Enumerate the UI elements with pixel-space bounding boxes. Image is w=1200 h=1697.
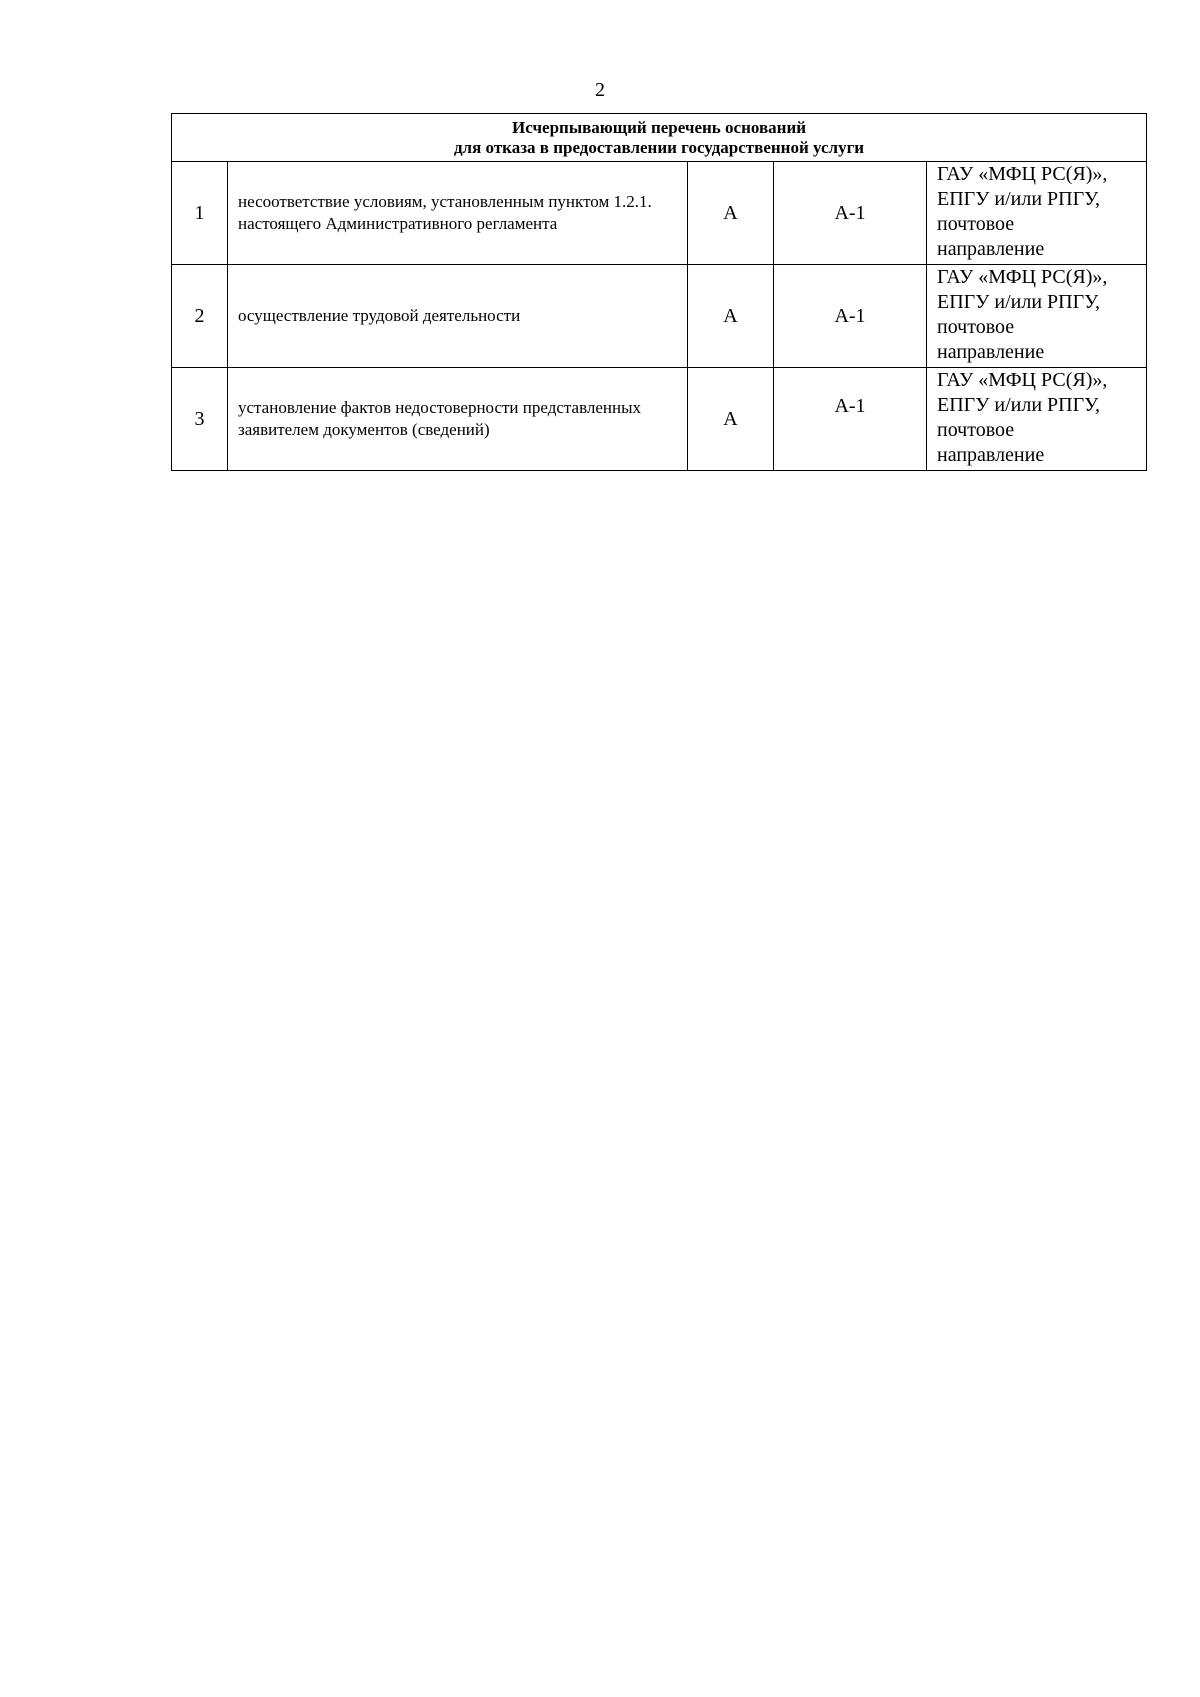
code-a: А [688,368,774,471]
ground-text: несоответствие условиям, установленным пунктом 1.2.1. настоящего Административного регламента [228,162,688,265]
code-a: А [688,265,774,368]
row-number: 3 [172,368,228,471]
channel-line: направление [937,238,1045,260]
channel-line: ГАУ «МФЦ РС(Я)», [937,163,1108,185]
table-row [172,162,1147,265]
channel-line: ЕПГУ и/или РПГУ, [937,291,1101,313]
ground-text: установление фактов недостоверности представленных заявителем документов (сведений) [228,368,688,471]
code-a1-text: А-1 [834,394,866,417]
submission-channel [927,368,1147,471]
code-a: А [688,162,774,265]
channel-line: почтовое [937,316,1015,338]
channel-line: направление [937,341,1045,363]
table-title-row [172,114,1147,162]
refusal-grounds-table [171,113,1147,471]
table-title [172,114,1147,162]
channel-line: ГАУ «МФЦ РС(Я)», [937,369,1108,391]
channel-line: почтовое [937,213,1015,235]
table-title-line-1: Исчерпывающий перечень оснований [512,117,807,137]
table-row [172,265,1147,368]
ground-text: осуществление трудовой деятельности [228,265,688,368]
submission-channel [927,162,1147,265]
channel-line: направление [937,444,1045,466]
code-a1 [774,368,927,471]
table-title-line-2: для отказа в предоставлении государственной услуги [453,137,865,157]
submission-channel [927,265,1147,368]
row-number: 1 [172,162,228,265]
code-a1: А-1 [774,162,927,265]
table-row [172,368,1147,471]
channel-line: ЕПГУ и/или РПГУ, [937,188,1101,210]
code-a1: А-1 [774,265,927,368]
channel-line: ЕПГУ и/или РПГУ, [937,394,1101,416]
channel-line: почтовое [937,419,1015,441]
row-number: 2 [172,265,228,368]
channel-line: ГАУ «МФЦ РС(Я)», [937,266,1108,288]
page-number: 2 [595,79,605,101]
